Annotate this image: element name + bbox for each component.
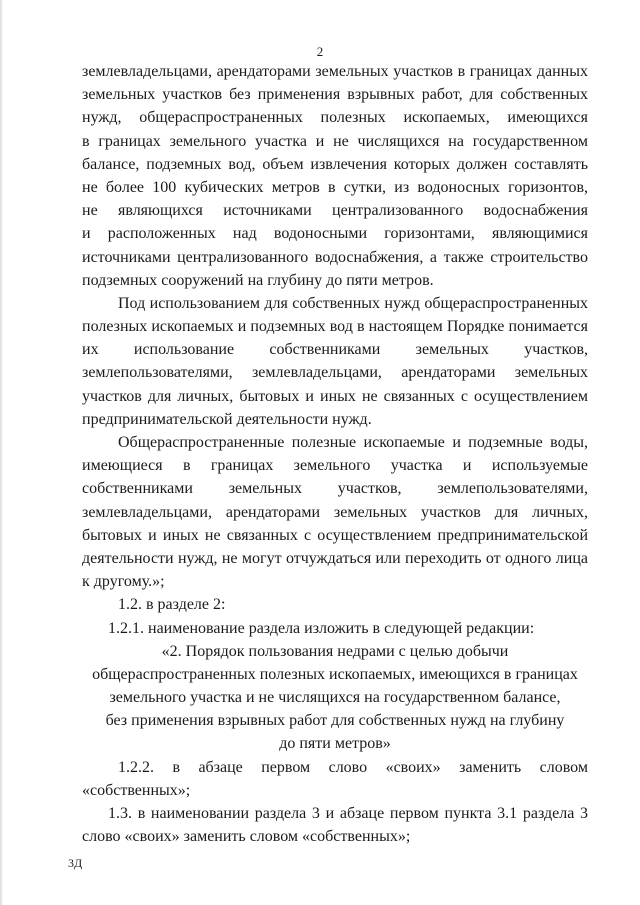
text-line: бытовых и иных не связанных с осуществлением предпринимательской — [82, 526, 588, 544]
text-line: предпринимательской деятельности нужд. — [82, 410, 372, 428]
text-line: землевладельцами, арендаторами земельных участков для личных, — [82, 503, 588, 521]
text-line: в границах земельного участка и не числящихся на государственном — [82, 132, 588, 150]
text-line: землевладельцами, арендаторами земельных участков в границах данных — [82, 63, 588, 80]
section-title-line: до пяти метров» — [279, 735, 391, 753]
clause-text: 1.2.1. наименование раздела изложить в следующей редакции: — [108, 619, 535, 637]
document-body — [82, 60, 588, 848]
text-line: не более 100 кубических метров в сутки, из водоносных горизонтов, — [82, 178, 588, 196]
clause-text: 1.3. в наименовании раздела 3 и абзаце первом пункта 3.1 раздела 3 — [108, 805, 588, 822]
text-line: и расположенных над водоносными горизонтами, являющимися — [82, 225, 588, 243]
section-title-line: без применения взрывных работ для собственных нужд на глубину — [105, 712, 565, 730]
paragraph-first-line: Общераспространенные полезные ископаемые и подземные воды, — [118, 434, 588, 451]
section-title-line: земельного участка и не числящихся на государственном балансе, — [109, 689, 561, 707]
text-line: источниками централизованного водоснабжения, а также строительство — [82, 248, 588, 266]
text-line: балансе, подземных вод, объем извлечения которых должен составлять — [82, 155, 588, 173]
text-line: нужд, общераспространенных полезных ископаемых, имеющихся — [82, 109, 588, 127]
text-line: земельных участков без применения взрывных работ, для собственных — [82, 86, 588, 104]
text-line: землепользователями, землевладельцами, арендаторами земельных — [82, 364, 588, 382]
section-title-line: «2. Порядок пользования недрами с целью добычи — [161, 642, 509, 660]
text-line: к другому.»; — [82, 573, 165, 591]
text-line: подземных сооружений на глубину до пяти метров. — [82, 271, 434, 289]
paragraph-first-line: Под использованием для собственных нужд общераспространенных — [118, 294, 588, 312]
clause-heading: 1.2. в разделе 2: — [118, 596, 226, 614]
text-line: не являющихся источниками централизованного водоснабжения — [82, 202, 588, 220]
text-line: «собственных»; — [82, 781, 191, 799]
clause-text: 1.2.2. в абзаце первом слово «своих» заменить словом — [118, 758, 588, 776]
section-title-line: общераспространенных полезных ископаемых, имеющихся в границах — [92, 665, 578, 683]
page-number: 2 — [316, 44, 324, 59]
scan-edge-shadow — [0, 0, 3, 905]
text-line: полезных ископаемых и подземных вод в настоящем Порядке понимается — [82, 318, 588, 336]
text-line: имеющиеся в границах земельного участка и используемые — [82, 457, 588, 475]
text-line: их использование собственниками земельных участков, — [82, 341, 588, 359]
text-line: деятельности нужд, не могут отчуждаться или переходить от одного лица — [82, 549, 588, 567]
text-line: слово «своих» заменить словом «собственных»; — [82, 828, 411, 846]
text-line: собственниками земельных участков, землепользователями, — [82, 480, 588, 498]
footer-code: 3Д — [68, 856, 83, 870]
text-line: участков для личных, бытовых и иных не связанных с осуществлением — [82, 387, 588, 405]
